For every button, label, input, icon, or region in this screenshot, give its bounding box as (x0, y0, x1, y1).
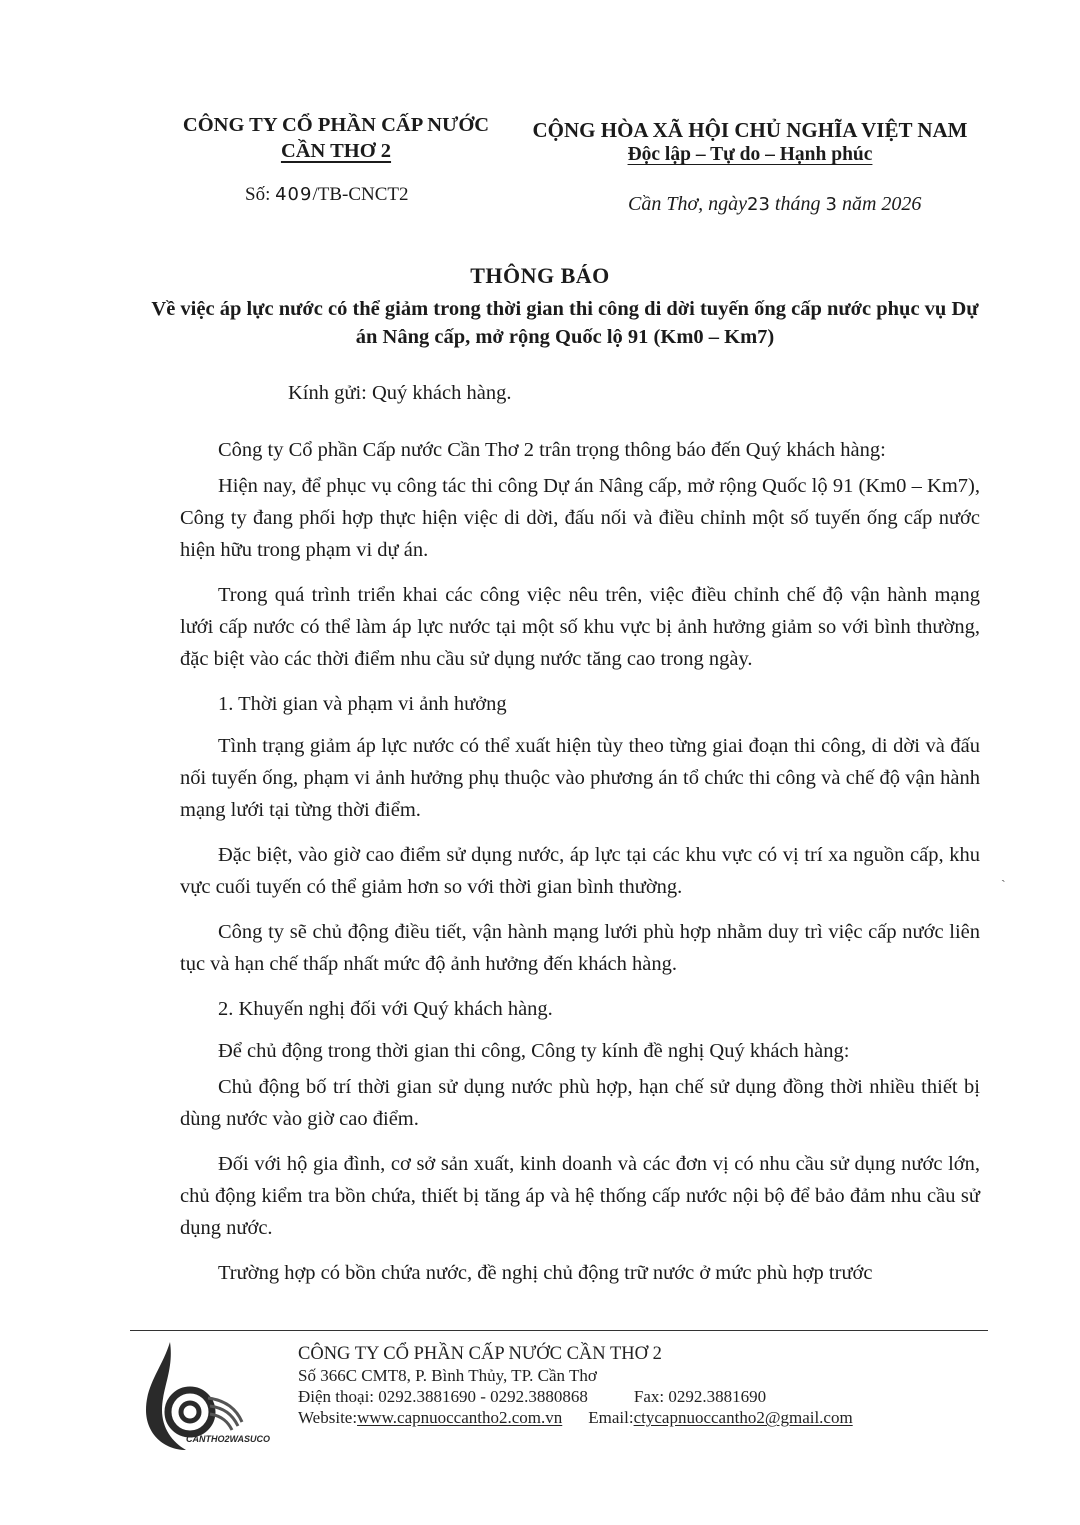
company-name-line2: CẦN THƠ 2 (280, 140, 392, 162)
body-paragraph: Đối với hộ gia đình, cơ sở sản xuất, kinh doanh và các đơn vị có nhu cầu sử dụng nước lớn, chủ động kiểm tra bồn chứa, thiết bị tăng áp và hệ thống cấp nước nội bộ để bảo đảm nhu cầu sử dụng nước. (180, 1153, 980, 1239)
document-title: THÔNG BÁO (470, 263, 610, 288)
greeting: Kính gửi: Quý khách hàng. (288, 382, 512, 404)
body-paragraph: Trường hợp có bồn chứa nước, đề nghị chủ động trữ nước ở mức phù hợp trước (218, 1262, 873, 1284)
website-link[interactable]: www.capnuoccantho2.com.vn (357, 1408, 563, 1427)
footer-address: Số 366C CMT8, P. Bình Thủy, TP. Cần Thơ (298, 1366, 597, 1385)
email-link[interactable]: ctycapnuoccantho2@gmail.com (633, 1408, 853, 1427)
section-heading-2: 2. Khuyến nghị đối với Quý khách hàng. (218, 998, 553, 1020)
footer-contact (298, 1344, 853, 1428)
company-name-line1: CÔNG TY CỔ PHẦN CẤP NƯỚC (182, 114, 490, 136)
body-paragraph: Công ty sẽ chủ động điều tiết, vận hành mạng lưới phù hợp nhằm duy trì việc cấp nước liên tục và hạn chế thấp nhất mức độ ảnh hưởng đến khách hàng. (180, 921, 980, 975)
handwritten-number: 409 (275, 184, 313, 205)
footer-company: CÔNG TY CỔ PHẦN CẤP NƯỚC CẦN THƠ 2 (298, 1344, 662, 1364)
document-body (180, 434, 980, 1302)
national-motto: Độc lập – Tự do – Hạnh phúc (627, 144, 873, 165)
section-heading-1: 1. Thời gian và phạm vi ảnh hưởng (218, 693, 507, 715)
logo-text: CANTHO2WASUCO (186, 1434, 271, 1444)
footer-web-line: Website:www.capnuoccantho2.com.vn Email:ctycapnuoccantho2@gmail.com (298, 1408, 853, 1427)
body-paragraph: Hiện nay, để phục vụ công tác thi công Dự án Nâng cấp, mở rộng Quốc lộ 91 (Km0 – Km7), Công ty đang phối hợp thực hiện việc di dời, đấu nối và điều chỉnh một số tuyến ống cấp nước hiện hữu trong phạm vi dự án. (180, 475, 980, 561)
footer-fax: Fax: 0292.3881690 (633, 1387, 767, 1406)
handwritten-month: 3 (825, 194, 837, 215)
handwritten-day: 23 (747, 194, 770, 215)
document-number: Số: 409/TB-CNCT2 (245, 184, 409, 205)
body-paragraph: Công ty Cổ phần Cấp nước Cần Thơ 2 trân trọng thông báo đến Quý khách hàng: (218, 439, 886, 461)
footer-phone-line: Điện thoại: 0292.3881690 - 0292.3880868 Fax: 0292.3881690 (298, 1387, 767, 1406)
body-paragraph: Chủ động bố trí thời gian sử dụng nước phù hợp, hạn chế sử dụng đồng thời nhiều thiết bị dùng nước vào giờ cao điểm. (180, 1076, 980, 1130)
body-paragraph: Đặc biệt, vào giờ cao điểm sử dụng nước, áp lực tại các khu vực có vị trí xa nguồn cấp, khu vực cuối tuyến có thể giảm hơn so với thời gian bình thường. (180, 844, 980, 898)
date-line: Cần Thơ, ngày23 tháng 3 năm 2026 (628, 193, 922, 215)
body-paragraph: Tình trạng giảm áp lực nước có thể xuất hiện tùy theo từng giai đoạn thi công, di dời và đấu nối tuyến ống, phạm vi ảnh hưởng phụ thuộc vào phương án tổ chức thi công và chế độ vận hành mạng lưới tại từng thời điểm. (180, 735, 980, 821)
national-title: CỘNG HÒA XÃ HỘI CHỦ NGHĨA VIỆT NAM (532, 118, 968, 142)
document-subtitle: Về việc áp lực nước có thể giảm trong thời gian thi công di dời tuyến ống cấp nước phục vụ Dự án Nâng cấp, mở rộng Quốc lộ 91 (Km0 – Km7) (151, 298, 979, 348)
footer-divider (130, 1330, 988, 1331)
company-logo-icon (132, 1338, 271, 1458)
body-paragraph: Để chủ động trong thời gian thi công, Công ty kính đề nghị Quý khách hàng: (218, 1040, 850, 1062)
body-paragraph: Trong quá trình triển khai các công việc nêu trên, việc điều chỉnh chế độ vận hành mạng lưới cấp nước có thể làm áp lực nước tại một số khu vực bị ảnh hưởng giảm so với bình thường, đặc biệt vào các thời điểm nhu cầu sử dụng nước tăng cao trong ngày. (180, 584, 980, 670)
scan-mark: ˎ (1001, 868, 1006, 883)
